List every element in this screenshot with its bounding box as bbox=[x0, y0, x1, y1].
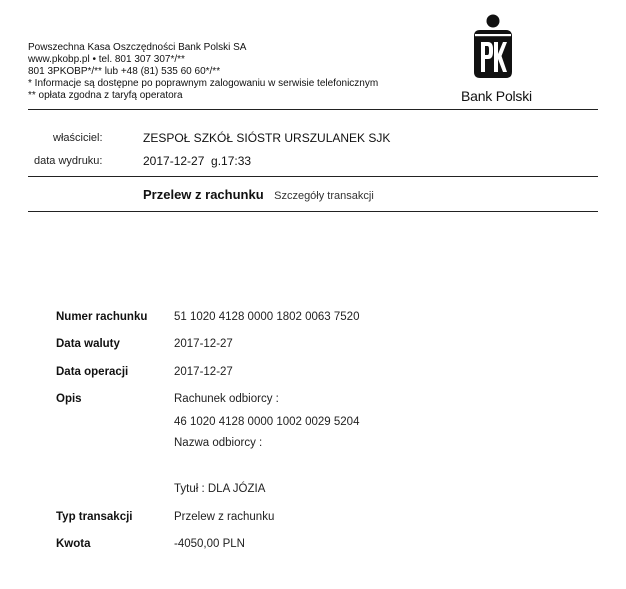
pko-logo-icon bbox=[470, 14, 516, 80]
value-date-value: 2017-12-27 bbox=[174, 338, 233, 350]
description-line: Nazwa odbiorcy : bbox=[174, 437, 263, 449]
bank-contact-line: www.pkobp.pl • tel. 801 307 307*/** bbox=[28, 54, 185, 65]
description-line: Tytuł : DLA JÓZIA bbox=[174, 483, 266, 495]
section-subtitle: Szczegóły transakcji bbox=[274, 190, 374, 202]
value-date-label: Data waluty bbox=[56, 338, 120, 350]
transaction-type-label: Typ transakcji bbox=[56, 511, 133, 523]
bank-name: Bank Polski bbox=[461, 88, 532, 104]
section-heading bbox=[143, 186, 374, 204]
operation-date-value: 2017-12-27 bbox=[174, 366, 233, 378]
bank-note-line: ** opłata zgodna z taryfą operatora bbox=[28, 90, 183, 101]
bank-contact-line: 801 3PKOBP*/** lub +48 (81) 535 60 60*/** bbox=[28, 66, 221, 77]
amount-value: -4050,00 PLN bbox=[174, 538, 245, 550]
bank-header-line: Powszechna Kasa Oszczędności Bank Polski SA bbox=[28, 42, 247, 53]
account-number-value: 51 1020 4128 0000 1802 0063 7520 bbox=[174, 311, 360, 323]
print-date-label: data wydruku: bbox=[34, 155, 103, 167]
description-line: 46 1020 4128 0000 1002 0029 5204 bbox=[174, 416, 360, 428]
account-number-label: Numer rachunku bbox=[56, 311, 148, 323]
owner-value: ZESPOŁ SZKÓŁ SIÓSTR URSZULANEK SJK bbox=[143, 131, 391, 145]
description-label: Opis bbox=[56, 393, 82, 405]
divider bbox=[28, 176, 598, 177]
divider bbox=[28, 109, 598, 110]
transaction-type-value: Przelew z rachunku bbox=[174, 511, 275, 523]
operation-date-label: Data operacji bbox=[56, 366, 129, 378]
amount-label: Kwota bbox=[56, 538, 91, 550]
divider bbox=[28, 211, 598, 212]
print-date-value: 2017-12-27 g.17:33 bbox=[143, 154, 252, 168]
bank-note-line: * Informacje są dostępne po poprawnym zalogowaniu w serwisie telefonicznym bbox=[28, 78, 379, 89]
section-title: Przelew z rachunku bbox=[143, 187, 264, 202]
owner-label: właściciel: bbox=[53, 132, 103, 144]
description-line: Rachunek odbiorcy : bbox=[174, 393, 279, 405]
